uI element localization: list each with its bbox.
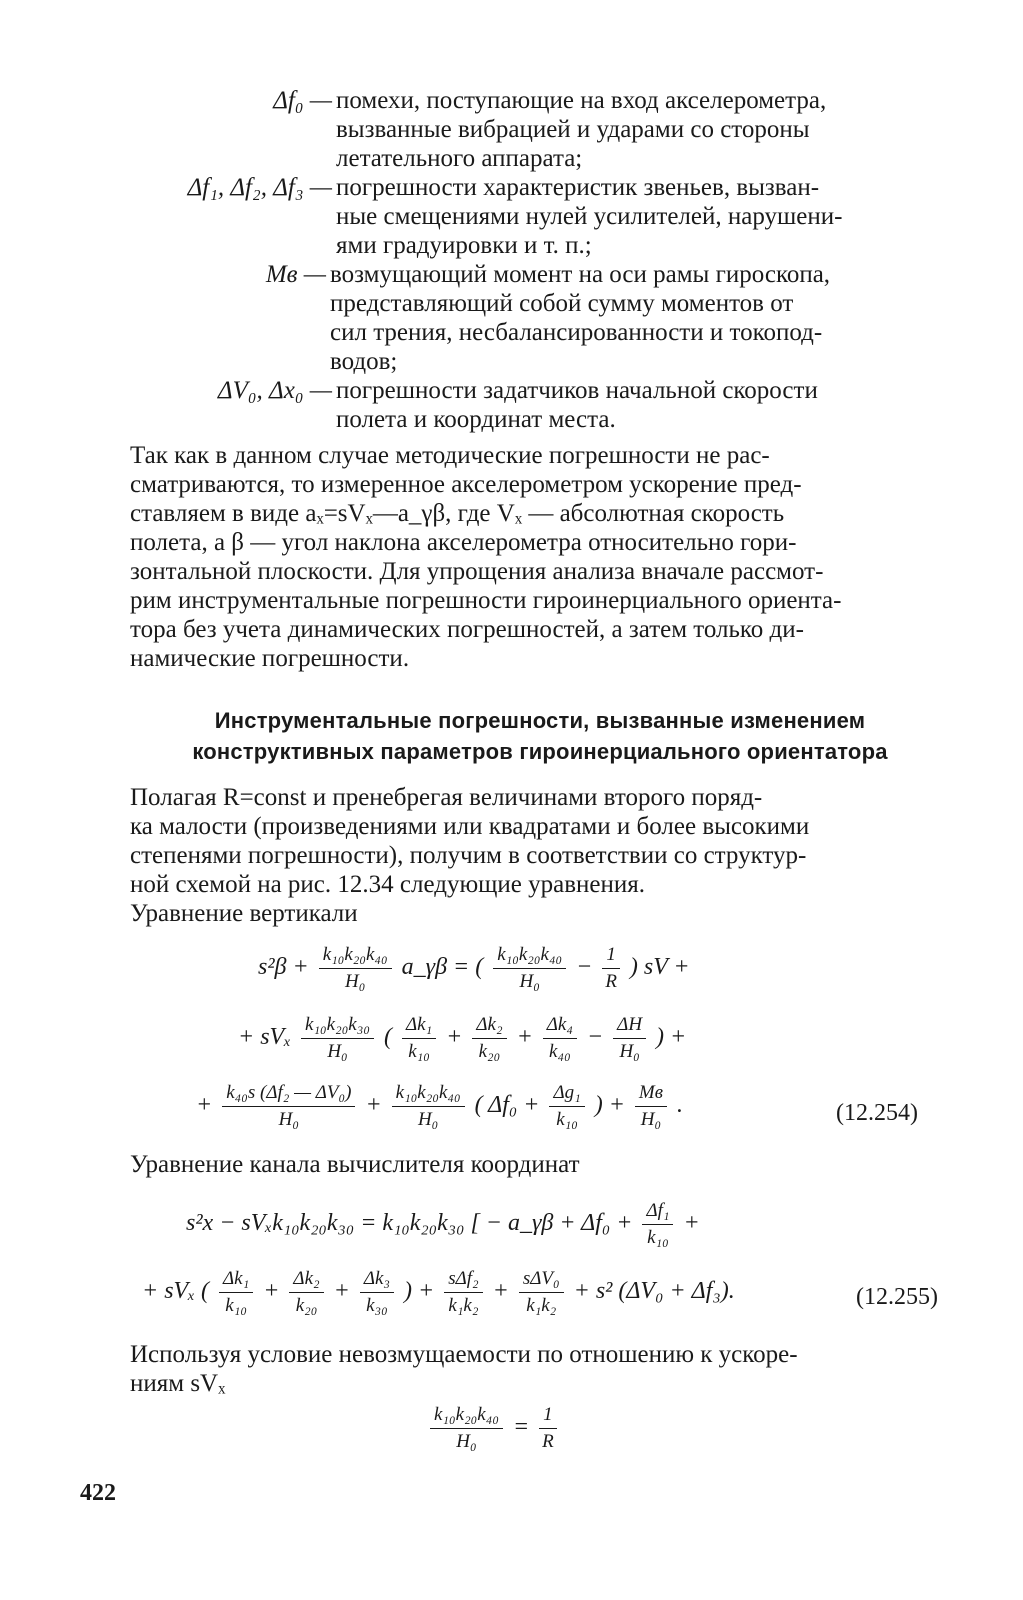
denominator: k₃₀ (366, 1295, 388, 1316)
fraction (519, 1268, 564, 1317)
definition-symbol: Δf₁, Δf₂, Δf₃ — (187, 174, 332, 201)
math-text: + (683, 1210, 700, 1237)
math-text: . (676, 1092, 683, 1119)
numerator: Δg₁ (549, 1082, 584, 1107)
text-line: ниям sVₓ (130, 1370, 226, 1397)
math-text: ) + (594, 1092, 625, 1119)
numerator: Mв (635, 1082, 667, 1107)
definition-line: погрешности характеристик звеньев, вызван- (336, 174, 820, 201)
denominator: k₁₀ (408, 1041, 430, 1062)
numerator: 1 (602, 944, 620, 969)
equation-254-line-3 (196, 1082, 683, 1131)
text-line: тора без учета динамических погрешностей, а затем только ди- (130, 616, 804, 643)
definition-line: полета и координат места. (336, 406, 616, 433)
fraction (289, 1268, 323, 1317)
math-text: + (446, 1024, 463, 1051)
fraction (602, 944, 620, 993)
definition-line: водов; (330, 348, 398, 375)
math-text: + (365, 1092, 382, 1119)
text-line: полета, а β — угол наклона акселерометра относительно гори- (130, 529, 797, 556)
text-line: степенями погрешности), получим в соответствии со структур- (130, 842, 807, 869)
definition-line: помехи, поступающие на вход акселерометра, (336, 87, 827, 114)
fraction (613, 1014, 646, 1063)
math-text: + s² (ΔV₀ + Δf₃). (573, 1278, 735, 1305)
fraction (444, 1268, 482, 1317)
text-line: ставляем в виде aₓ=sVₓ—a_γβ, где Vₓ — абсолютная скорость (130, 500, 785, 527)
text-line: зонтальной плоскости. Для упрощения анализа вначале рассмот- (130, 558, 824, 585)
denominator: k₄₀ (549, 1041, 571, 1062)
fraction (635, 1082, 667, 1131)
heading-line: конструктивных параметров гироинерциального ориентатора (192, 739, 888, 764)
numerator: ΔH (613, 1014, 646, 1039)
equation-254-line-1 (258, 944, 690, 993)
math-text: ( (383, 1024, 392, 1051)
math-text: + sVₓ ( (142, 1278, 210, 1305)
numerator: Δk₁ (219, 1268, 253, 1293)
denominator: k₁k₂ (448, 1295, 479, 1316)
denominator: k₂₀ (295, 1295, 318, 1316)
denominator: H₀ (619, 1041, 640, 1062)
math-text: + sVₓ (238, 1024, 292, 1051)
numerator: Δk₂ (289, 1268, 323, 1293)
fraction (222, 1082, 355, 1131)
equation-label: Уравнение канала вычислителя координат (130, 1151, 580, 1178)
fraction (219, 1268, 253, 1317)
math-text: ) sV + (629, 954, 690, 981)
denominator: k₁₀ (556, 1109, 578, 1130)
math-text: + (516, 1024, 533, 1051)
paragraph-calc-label (130, 1150, 950, 1179)
math-text: + (492, 1278, 509, 1305)
math-text: + (196, 1092, 213, 1119)
denominator: H₀ (344, 971, 366, 992)
numerator: k₁₀k₂₀k₄₀ (493, 944, 566, 969)
math-text: − (576, 954, 593, 981)
math-text: ) + (404, 1278, 435, 1305)
definition-line: летательного аппарата; (336, 145, 583, 172)
denominator: H₀ (456, 1431, 477, 1452)
fraction (319, 944, 392, 993)
fraction (360, 1268, 394, 1317)
paragraph-intro (130, 441, 950, 673)
equation-number: (12.255) (856, 1284, 938, 1310)
definition-line: ями градуировки и т. п.; (336, 232, 592, 259)
denominator: H₀ (519, 971, 540, 992)
numerator: Δk₃ (360, 1268, 394, 1293)
denominator: R (605, 971, 617, 992)
equation-label: Уравнение вертикали (130, 900, 358, 927)
numerator: 1 (539, 1404, 557, 1429)
math-text: − (586, 1024, 604, 1051)
denominator: H₀ (327, 1041, 348, 1062)
math-text: s²x − sVₓk₁₀k₂₀k₃₀ = k₁₀k₂₀k₃₀ [ − a_γβ + Δf₀ + (186, 1210, 633, 1237)
definition-line: сил трения, несбалансированности и токопод- (330, 319, 823, 346)
numerator: k₄₀s (Δf₂ — ΔV₀) (222, 1082, 355, 1107)
fraction (392, 1082, 465, 1131)
page-number: 422 (80, 1480, 116, 1506)
fraction (539, 1404, 557, 1453)
fraction (543, 1014, 577, 1063)
definition-symbol: Δf₀ — (273, 87, 332, 114)
numerator: k₁₀k₂₀k₄₀ (319, 944, 392, 969)
fraction (493, 944, 566, 993)
fraction (402, 1014, 436, 1063)
numerator: Δf₁ (642, 1200, 673, 1225)
numerator: Δk₄ (543, 1014, 577, 1039)
denominator: H₀ (278, 1109, 299, 1130)
equation-255-line-2 (142, 1268, 735, 1317)
definition-symbol: ΔV₀, Δx₀ — (217, 377, 332, 404)
definition-symbol: Mв — (265, 261, 326, 288)
denominator: k₁₀ (225, 1295, 247, 1316)
denominator: H₀ (417, 1109, 439, 1130)
paragraph-assumptions (130, 783, 950, 928)
numerator: sΔV₀ (519, 1268, 564, 1293)
fraction (642, 1200, 673, 1249)
definition-line: представляющий собой сумму моментов от (330, 290, 794, 317)
text-line: рим инструментальные погрешности гироинерциального ориента- (130, 587, 842, 614)
fraction (549, 1082, 584, 1131)
equation-255-line-1 (186, 1200, 700, 1249)
text-line: ка малости (произведениями или квадратами и более высокими (130, 813, 810, 840)
denominator: H₀ (640, 1109, 662, 1130)
numerator: k₁₀k₂₀k₄₀ (430, 1404, 503, 1429)
math-text: + (333, 1278, 350, 1305)
math-text: a_γβ = ( (401, 954, 484, 981)
heading-line: Инструментальные погрешности, вызванные изменением (214, 708, 866, 733)
definition-line: возмущающий момент на оси рамы гироскопа, (330, 261, 831, 288)
denominator: k₁₀ (647, 1227, 669, 1248)
definition-line: ные смещениями нулей усилителей, нарушени- (336, 203, 843, 230)
numerator: Δk₁ (402, 1014, 436, 1039)
numerator: k₁₀k₂₀k₄₀ (392, 1082, 465, 1107)
paragraph-invariance (130, 1340, 950, 1398)
math-text: = (512, 1414, 530, 1441)
fraction (430, 1404, 503, 1453)
equation-number: (12.254) (836, 1100, 918, 1126)
section-heading (120, 705, 960, 767)
text-line: Полагая R=const и пренебрегая величинами второго поряд- (130, 784, 763, 811)
text-line: сматриваются, то измеренное акселерометром ускорение пред- (130, 471, 802, 498)
denominator: k₂₀ (478, 1041, 501, 1062)
denominator: k₁k₂ (526, 1295, 557, 1316)
definition-line: вызванные вибрацией и ударами со стороны (336, 116, 810, 143)
text-line: Используя условие невозмущаемости по отношению к ускоре- (130, 1341, 798, 1368)
fraction (472, 1014, 506, 1063)
equation-invariance-condition (426, 1404, 561, 1453)
numerator: k₁₀k₂₀k₃₀ (301, 1014, 374, 1039)
math-text: ( Δf₀ + (474, 1092, 540, 1119)
equation-254-line-2 (238, 1014, 686, 1063)
numerator: Δk₂ (472, 1014, 506, 1039)
definition-line: погрешности задатчиков начальной скорости (336, 377, 818, 404)
denominator: R (542, 1431, 554, 1452)
fraction (301, 1014, 374, 1063)
numerator: sΔf₂ (444, 1268, 482, 1293)
text-line: намические погрешности. (130, 645, 410, 672)
definition-item (0, 86, 332, 173)
math-text: s²β + (258, 954, 309, 981)
text-line: Так как в данном случае методические погрешности не рас- (130, 442, 770, 469)
math-text: ) + (656, 1024, 687, 1051)
text-line: ной схемой на рис. 12.34 следующие уравнения. (130, 871, 645, 898)
math-text: + (263, 1278, 280, 1305)
